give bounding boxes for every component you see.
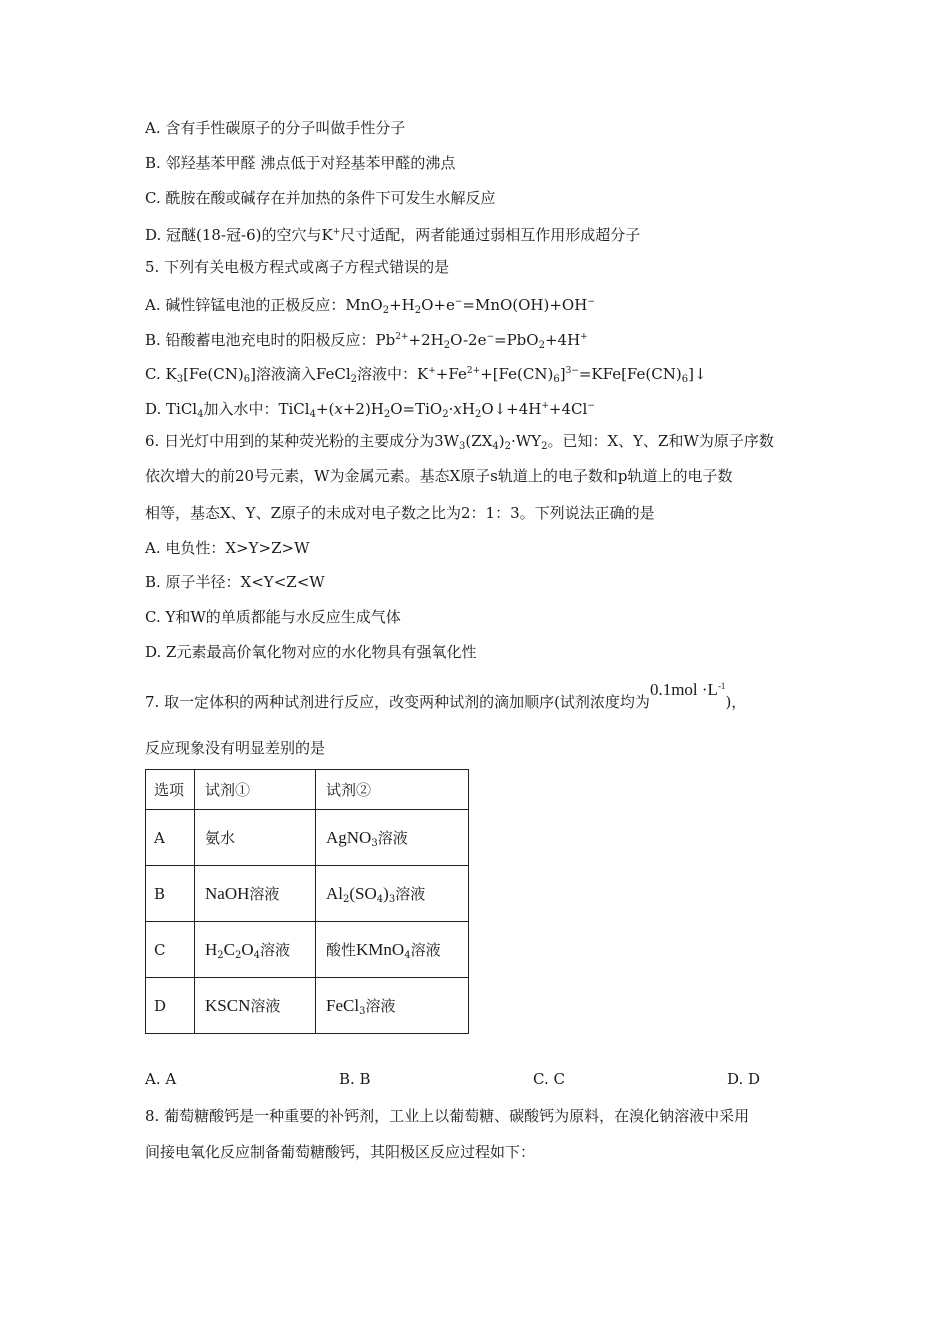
answer-choice-c: C. C [533, 1070, 565, 1088]
table-header: 试剂② [316, 770, 469, 810]
table-header: 试剂① [195, 770, 316, 810]
q8-stem-line1: 8. 葡萄糖酸钙是一种重要的补钙剂，工业上以葡萄糖、碳酸钙为原料，在溴化钠溶液中采用 [145, 1107, 750, 1125]
q6-option-a: A. 电负性：X>Y>Z>W [145, 539, 310, 557]
answer-choice-b: B. B [339, 1070, 371, 1088]
table-row [146, 866, 469, 922]
table-header-row [146, 770, 469, 810]
q5-option-d: D. TiCl$_4$加入水中：$TiCl_4+(x+2)H_2O=TiO_2\cdot xH_2O↓+4H^++4Cl^-$ [145, 400, 595, 420]
table-cell-reagent1: NaOH溶液 [195, 866, 316, 922]
answer-choice-a: A. A [145, 1070, 177, 1088]
answer-choice-d: D. D [727, 1070, 761, 1088]
q6-stem-line2: 依次增大的前20号元素，W为金属元素。基态X原子s轨道上的电子数和p轨道上的电子数 [145, 467, 733, 485]
q6-option-c: C. Y和W的单质都能与水反应生成气体 [145, 608, 401, 626]
q6-option-b: B. 原子半径：X<Y<Z<W [145, 573, 325, 591]
q4-option-c: C. 酰胺在酸或碱存在并加热的条件下可发生水解反应 [145, 189, 496, 207]
q4-option-d: D. 冠醚(18-冠-6)的空穴与K+尺寸适配，两者能通过弱相互作用形成超分子 [145, 226, 641, 244]
reagent-table [145, 769, 469, 1034]
table-cell-reagent2: AgNO$_3$溶液 [316, 810, 469, 866]
table-row [146, 922, 469, 978]
table-cell-reagent2: $Al_2(SO_4)_3$溶液 [316, 866, 469, 922]
q7-stem-line2: 反应现象没有明显差别的是 [145, 739, 326, 757]
table-cell-option: B [146, 866, 195, 922]
table-header: 选项 [146, 770, 195, 810]
q4-option-a: A. 含有手性碳原子的分子叫做手性分子 [145, 119, 406, 137]
table-cell-reagent2: FeCl$_3$溶液 [316, 978, 469, 1034]
q6-stem-line1: 6. 日光灯中用到的某种荧光粉的主要成分为$3W_3(ZX_4)_2\cdot WY_2$。已知：X、Y、Z和W为原子序数 [145, 432, 774, 452]
table-row [146, 978, 469, 1034]
q5-stem: 5. 下列有关电极方程式或离子方程式错误的是 [145, 258, 450, 276]
table-cell-reagent1: 氨水 [195, 810, 316, 866]
q6-option-d: D. Z元素最高价氧化物对应的水化物具有强氧化性 [145, 643, 477, 661]
table-cell-reagent2: 酸性KMnO$_4$溶液 [316, 922, 469, 978]
table-row [146, 810, 469, 866]
q5-option-b: B. 铅酸蓄电池充电时的阳极反应：$Pb^{2+}+2H_2O-2e^-=PbO_2+4H^+$ [145, 331, 588, 351]
q6-stem-line3: 相等，基态X、Y、Z原子的未成对电子数之比为2：1：3。下列说法正确的是 [145, 504, 655, 522]
table-cell-reagent1: KSCN溶液 [195, 978, 316, 1034]
q5-option-c: C. $K_3[Fe(CN)_6]$溶液滴入FeCl$_2$溶液中：$K^++Fe^{2+}+[Fe(CN)_6]^{3-}=KFe[Fe(CN)_6]↓$ [145, 365, 707, 385]
q5-option-a: A. 碱性锌锰电池的正极反应：$MnO_2+H_2O+e^-=MnO(OH)+OH^-$ [145, 296, 595, 316]
q4-option-b: B. 邻羟基苯甲醛 沸点低于对羟基苯甲醛的沸点 [145, 154, 456, 172]
concentration-formula: $0.1mol \cdot L^{-1}$ [649, 680, 726, 699]
table-cell-option: A [146, 810, 195, 866]
q7-stem-line1: 7. 取一定体积的两种试剂进行反应，改变两种试剂的滴加顺序(试剂浓度均为$0.1mol \cdot L^{-1}$)， [145, 680, 747, 711]
table-cell-option: D [146, 978, 195, 1034]
q8-stem-line2: 间接电氧化反应制备葡萄糖酸钙，其阳极区反应过程如下： [145, 1143, 536, 1161]
table-cell-option: C [146, 922, 195, 978]
table-cell-reagent1: $H_2C_2O_4$溶液 [195, 922, 316, 978]
